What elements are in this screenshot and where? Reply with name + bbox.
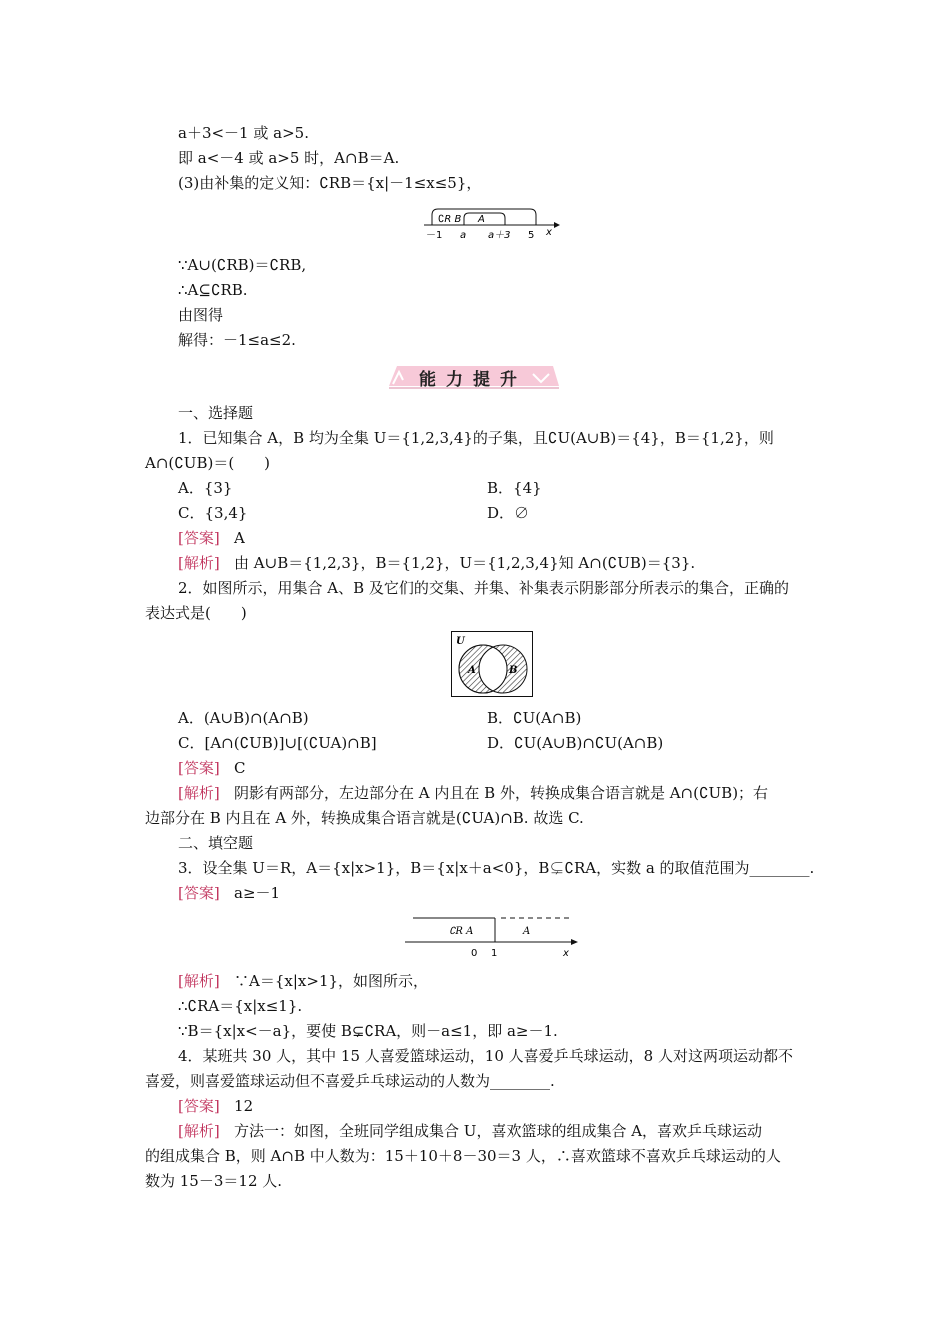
venn-u-label: U [456,636,465,647]
option-a: A．(A∪B)∩(A∩B) [178,709,309,727]
answer-tag: [答案] [178,1097,220,1115]
question-stem: 表达式是( ) [145,604,247,622]
analysis-text: ∵B＝{x|x<－a}，要使 B⊊∁RA，则－a≤1，即 a≥－1. [178,1022,558,1040]
option-d: D．∁U(A∪B)∩∁U(A∩B) [487,734,664,752]
answer-value: A [234,529,245,547]
set-a-label: A [478,214,485,225]
text-line: a＋3<－1 或 a>5. [178,124,309,142]
number-line-figure-2 [403,912,578,960]
option-b: B．∁U(A∩B) [487,709,582,727]
axis-x-label: x [546,227,552,238]
answer-tag: [答案] [178,884,220,902]
complement-a-label: ∁R A [449,926,474,937]
option-b: B．{4} [487,479,542,497]
venn-b-label: B [509,665,518,676]
answer-tag: [答案] [178,759,220,777]
section-heading: 二、填空题 [178,834,254,852]
analysis-text: 边部分在 B 内且在 A 外，转换成集合语言就是(∁UA)∩B. 故选 C. [145,809,584,827]
set-a-label: A [523,926,531,937]
analysis-text: 的组成集合 B，则 A∩B 中人数为：15＋10＋8－30＝3 人，∴喜欢篮球不喜欢乒乓球运动的人 [145,1147,781,1165]
analysis-tag: [解析] [178,784,220,802]
analysis-line [178,1120,762,1142]
question-stem: A∩(∁UB)＝( ) [145,454,271,472]
tick-label: 0 [471,948,478,959]
number-line-figure-1 [420,205,560,243]
analysis-line [178,552,695,574]
tick-label: a [460,230,467,241]
text-line: 即 a<－4 或 a>5 时，A∩B＝A. [178,149,400,167]
analysis-tag: [解析] [178,554,220,572]
text-line: 解得：－1≤a≤2. [178,331,296,349]
text-line: (3)由补集的定义知：∁RB＝{x|－1≤x≤5}， [178,174,482,192]
analysis-text: 数为 15－3＝12 人. [145,1172,283,1190]
tick-label: a＋3 [488,230,511,241]
answer-line [178,757,246,779]
text-line: ∵A∪(∁RB)＝∁RB, [178,256,307,274]
option-c: C．{3,4} [178,504,248,522]
option-a: A．{3} [178,479,233,497]
text-line: ∴A⊆∁RB. [178,281,248,299]
analysis-line [178,970,428,992]
answer-tag: [答案] [178,529,220,547]
complement-b-label: ∁R B [438,214,462,225]
tick-label: 1 [491,948,498,959]
answer-value: a≥－1 [234,884,281,902]
question-stem: 2．如图所示，用集合 A、B 及它们的交集、并集、补集表示阴影部分所表示的集合，正确的 [178,579,789,597]
section-heading: 一、选择题 [178,404,254,422]
analysis-text: 方法一：如图，全班同学组成集合 U，喜欢篮球的组成集合 A，喜欢乒乓球运动 [234,1122,763,1140]
analysis-text: ∵A＝{x|x>1}，如图所示， [234,972,429,990]
axis-x-label: x [563,948,569,959]
question-stem: 3．设全集 U＝R，A＝{x|x>1}，B＝{x|x＋a<0}，B⊊∁RA，实数 a 的取值范围为________. [178,859,815,877]
analysis-tag: [解析] [178,1122,220,1140]
analysis-text: 阴影有两部分，左边部分在 A 内且在 B 外，转换成集合语言就是 A∩(∁UB)；右 [234,784,769,802]
answer-line [178,882,280,904]
answer-line [178,1095,253,1117]
tick-label: －1 [426,230,443,241]
answer-value: 12 [234,1097,254,1115]
venn-a-label: A [468,665,476,676]
section-banner [383,362,563,390]
banner-title: 能力提升 [419,370,527,390]
option-d: D．∅ [487,504,530,522]
analysis-tag: [解析] [178,972,220,990]
analysis-text: 由 A∪B＝{1,2,3}，B＝{1,2}，U＝{1,2,3,4}知 A∩(∁UB)＝{3}. [234,554,696,572]
text-line: 由图得 [178,306,224,324]
answer-line [178,527,245,549]
question-stem: 喜爱，则喜爱篮球运动但不喜爱乒乓球运动的人数为________. [145,1072,555,1090]
option-c: C．[A∩(∁UB)]∪[(∁UA)∩B] [178,734,377,752]
tick-label: 5 [528,230,535,241]
question-stem: 1．已知集合 A，B 均为全集 U＝{1,2,3,4}的子集，且∁U(A∪B)＝{4}，B＝{1,2}，则 [178,429,774,447]
question-stem: 4．某班共 30 人，其中 15 人喜爱篮球运动，10 人喜爱乒乓球运动，8 人对这两项运动都不 [178,1047,793,1065]
answer-value: C [234,759,246,777]
analysis-text: ∴∁RA＝{x|x≤1}. [178,997,303,1015]
analysis-line [178,782,768,804]
venn-diagram [451,631,533,697]
